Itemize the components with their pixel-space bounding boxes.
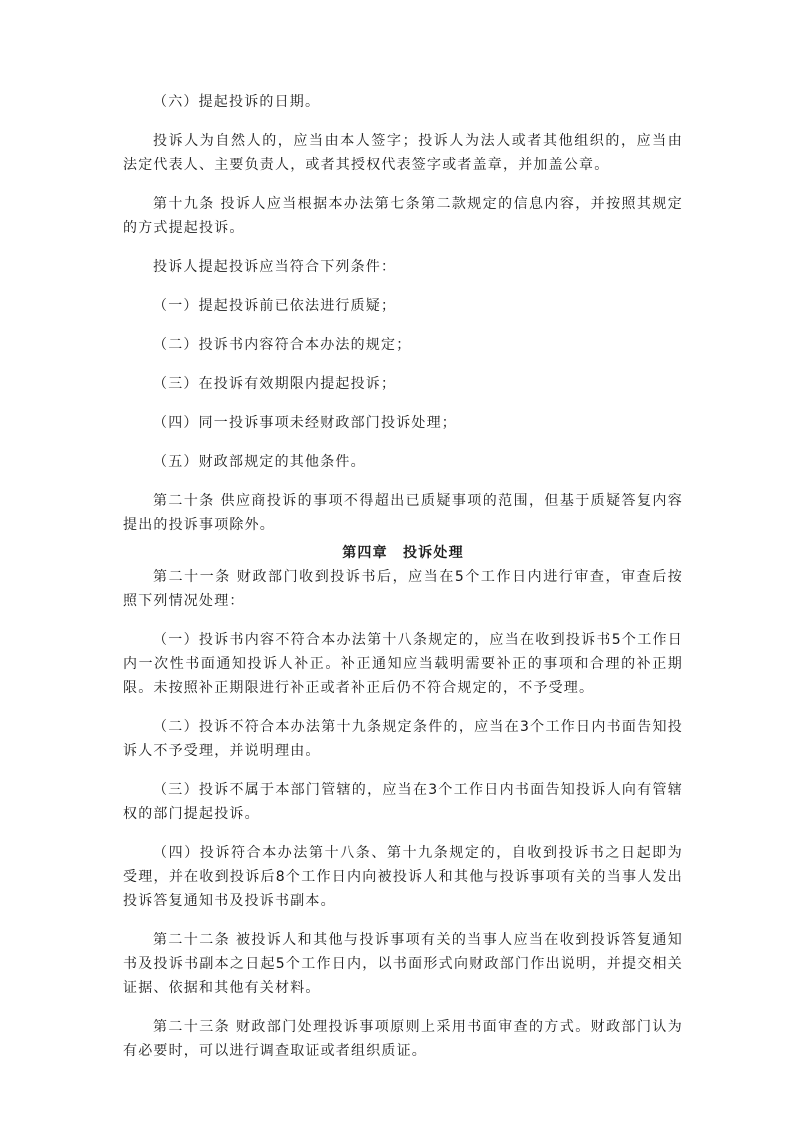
paragraph-article-21: 第二十一条 财政部门收到投诉书后，应当在5个工作日内进行审查，审查后按照下列情况处理： bbox=[123, 569, 683, 609]
paragraph-handling-2: （二）投诉不符合本办法第十九条规定条件的，应当在3个工作日内书面告知投诉人不予受理，并说明理由。 bbox=[123, 719, 683, 759]
paragraph-condition-1: （一）提起投诉前已依法进行质疑； bbox=[153, 298, 397, 314]
paragraph-article-19: 第十九条 投诉人应当根据本办法第七条第二款规定的信息内容，并按照其规定的方式提起投诉。 bbox=[123, 196, 683, 236]
paragraph-item6-complaint-date: （六）提起投诉的日期。 bbox=[153, 94, 321, 110]
paragraph-condition-5: （五）财政部规定的其他条件。 bbox=[153, 454, 366, 470]
paragraph-condition-4: （四）同一投诉事项未经财政部门投诉处理； bbox=[153, 415, 457, 431]
paragraph-article-23: 第二十三条 财政部门处理投诉事项原则上采用书面审查的方式。财政部门认为有必要时，可以进行调查取证或者组织质证。 bbox=[123, 1019, 683, 1059]
paragraph-condition-2: （二）投诉书内容符合本办法的规定； bbox=[153, 337, 412, 353]
paragraph-signature-requirement: 投诉人为自然人的，应当由本人签字；投诉人为法人或者其他组织的，应当由法定代表人、主要负责人，或者其授权代表签字或者盖章，并加盖公章。 bbox=[123, 133, 683, 173]
paragraph-article-20: 第二十条 供应商投诉的事项不得超出已质疑事项的范围，但基于质疑答复内容提出的投诉事项除外。 bbox=[123, 493, 683, 533]
document-body bbox=[123, 90, 683, 1078]
chapter-title: 第四章 投诉处理 bbox=[342, 545, 464, 561]
paragraph-article-22: 第二十二条 被投诉人和其他与投诉事项有关的当事人应当在收到投诉答复通知书及投诉书副本之日起5个工作日内，以书面形式向财政部门作出说明，并提交相关证据、依据和其他有关材料。 bbox=[123, 932, 683, 996]
paragraph-complaint-conditions: 投诉人提起投诉应当符合下列条件： bbox=[153, 259, 397, 275]
paragraph-handling-4: （四）投诉符合本办法第十八条、第十九条规定的，自收到投诉书之日起即为受理，并在收到投诉后8个工作日内向被投诉人和其他与投诉事项有关的当事人发出投诉答复通知书及投诉书副本。 bbox=[123, 845, 683, 909]
paragraph-condition-3: （三）在投诉有效期限内提起投诉； bbox=[153, 376, 397, 392]
paragraph-handling-1: （一）投诉书内容不符合本办法第十八条规定的，应当在收到投诉书5个工作日内一次性书面通知投诉人补正。补正通知应当载明需要补正的事项和合理的补正期限。未按照补正期限进行补正或者补正后仍不符合规定的，不予受理。 bbox=[123, 632, 683, 696]
paragraph-handling-3: （三）投诉不属于本部门管辖的，应当在3个工作日内书面告知投诉人向有管辖权的部门提起投诉。 bbox=[123, 782, 683, 822]
